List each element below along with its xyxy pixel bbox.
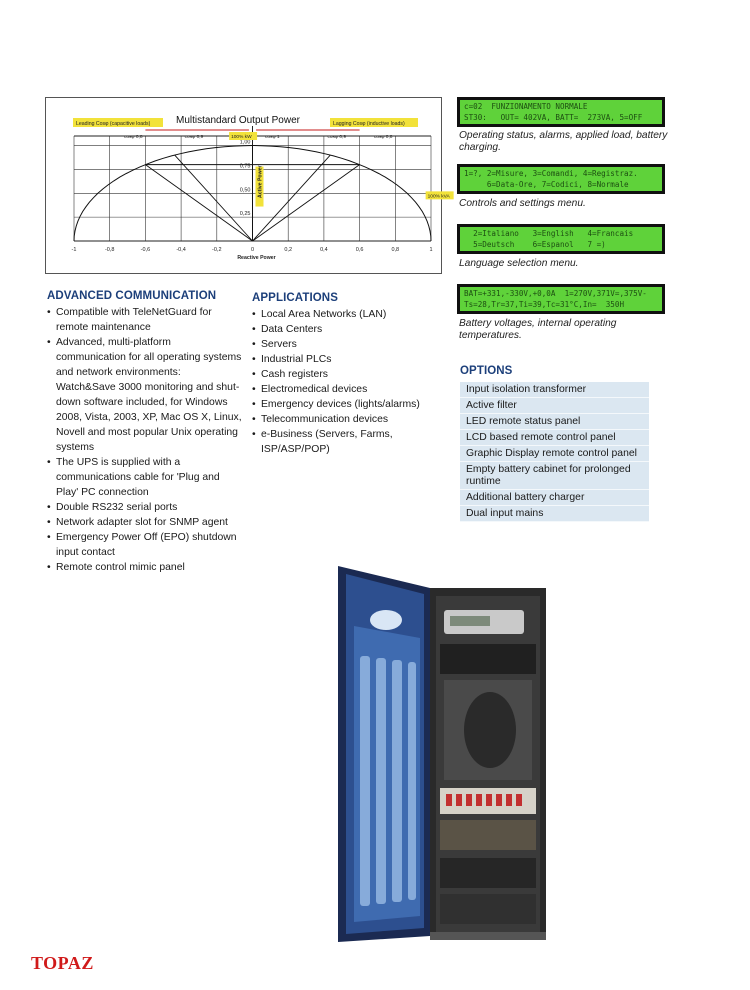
option-item: Empty battery cabinet for prolonged runtime: [460, 462, 649, 490]
right-region-label: Lagging Cosφ (inductive loads): [333, 121, 405, 127]
x-tick-label: 0,8: [391, 247, 400, 253]
application-item: • Cash registers: [252, 367, 442, 382]
option-item: LED remote status panel: [460, 414, 649, 430]
lcd-language-caption: Language selection menu.: [459, 258, 579, 269]
lcd-line: Ts=28,Tr=37,Ti=39,Tc=31°C,In= 350H: [464, 300, 625, 309]
applications-title: APPLICATIONS: [252, 292, 338, 304]
advanced-communication-item: • Double RS232 serial ports: [47, 500, 243, 515]
advanced-communication-item: • Remote control mimic panel: [47, 560, 243, 575]
application-item: • Local Area Networks (LAN): [252, 307, 442, 322]
cos-phi-line: [253, 165, 360, 241]
application-item: • Servers: [252, 337, 442, 352]
cos-phi-label: cosφ 0,9: [184, 135, 204, 140]
lcd-controls-text: [460, 167, 662, 191]
lcd-line: BAT=+331,-330V,+0,0A 1=270V,371V=,375V-: [464, 289, 647, 298]
x-tick-label: 0,4: [320, 247, 328, 253]
x-tick-label: -0,2: [212, 247, 222, 253]
option-item: Additional battery charger: [460, 490, 649, 506]
lcd-status-caption: Operating status, alarms, applied load, battery charging.: [459, 130, 668, 153]
application-item: • e-Business (Servers, Farms, ISP/ASP/POP): [252, 427, 442, 457]
x-tick-label: -0,6: [140, 247, 151, 253]
x-tick-label: 1: [429, 247, 433, 253]
lcd-line: ST30: OUT= 402VA, BATT= 273VA, 5=OFF: [464, 113, 643, 122]
lcd-status-panel: [457, 97, 665, 127]
lcd-battery-text: [460, 287, 662, 311]
cos-phi-label: cosφ 1: [264, 135, 280, 140]
cos-phi-label: cosφ 0,9: [327, 135, 347, 140]
advanced-communication-item: • Emergency Power Off (EPO) shutdown input contact: [47, 530, 243, 560]
applications-list: [252, 307, 442, 457]
option-item: Input isolation transformer: [460, 382, 649, 398]
y-tick-label: 0,50: [239, 187, 251, 194]
x-axis-label: Reactive Power: [237, 255, 276, 261]
y-tick-label: 0,25: [239, 211, 251, 218]
y-axis-label: Active Power: [257, 165, 264, 199]
option-item: Dual input mains: [460, 506, 649, 522]
lcd-status-text: [460, 100, 662, 124]
chart-title: Multistandard Output Power: [176, 115, 300, 126]
x-tick-label: 0,6: [355, 247, 364, 253]
lcd-line: c=02 FUNZIONAMENTO NORMALE: [464, 102, 588, 111]
lcd-controls-panel: [457, 164, 665, 194]
options-title: OPTIONS: [460, 365, 513, 377]
advanced-communication-item: • The UPS is supplied with a communications cable for 'Plug and Play' PC connection: [47, 455, 243, 500]
option-item: Active filter: [460, 398, 649, 414]
lcd-language-panel: [457, 224, 665, 254]
kva-label: 100% kVA: [427, 194, 450, 200]
option-item: Graphic Display remote control panel: [460, 446, 649, 462]
lcd-language-text: [460, 227, 662, 251]
ups-cabinet-image: [318, 566, 554, 942]
y-tick-label: 0,75: [239, 163, 251, 170]
x-tick-label: -0,4: [176, 247, 186, 253]
x-tick-label: 0: [250, 247, 255, 253]
lcd-line: 5=Deutsch 6=Espanol 7 =): [464, 240, 606, 249]
lcd-line: 1=?, 2=Misure, 3=Comandi, 4=Registraz.: [464, 169, 638, 178]
x-tick-label: -1: [71, 247, 77, 253]
brand-logo: TOPAZ: [31, 953, 94, 973]
advanced-communication-list: [47, 305, 243, 575]
x-tick-label: 0,2: [284, 247, 293, 253]
application-item: • Electromedical devices: [252, 382, 442, 397]
advanced-communication-item: • Compatible with TeleNetGuard for remote maintenance: [47, 305, 243, 335]
option-item: LCD based remote control panel: [460, 430, 649, 446]
advanced-communication-title: ADVANCED COMMUNICATION: [47, 290, 217, 302]
advanced-communication-item: • Advanced, multi-platform communication for all operating systems and network environments: Watch&Save 3000 monitoring and shut-down software included, for Windows 2008, Vista, 2003, XP, Mac OS X, Linux, Novell and most popular Unix operating systems: [47, 335, 243, 455]
cos-phi-line: [253, 155, 331, 241]
cos-phi-label: cosφ 0,8: [123, 135, 143, 140]
lcd-line: 2=Italiano 3=English 4=Francais: [464, 229, 634, 238]
y-tick-label: 1,00: [239, 139, 251, 146]
x-tick-label: -0,8: [104, 247, 115, 253]
lcd-battery-caption: Battery voltages, internal operating temperatures.: [459, 318, 617, 341]
output-power-chart: [45, 97, 450, 274]
cos-phi-label: 100% kW: [231, 135, 252, 140]
cos-phi-label: cosφ 0,8: [373, 135, 393, 140]
left-region-label: Leading Cosφ (capacitive loads): [76, 121, 151, 127]
chart-canvas: [46, 98, 450, 273]
application-item: • Industrial PLCs: [252, 352, 442, 367]
advanced-communication-item: • Network adapter slot for SNMP agent: [47, 515, 243, 530]
application-item: • Emergency devices (lights/alarms): [252, 397, 442, 412]
lcd-controls-caption: Controls and settings menu.: [459, 198, 586, 209]
application-item: • Telecommunication devices: [252, 412, 442, 427]
application-item: • Data Centers: [252, 322, 442, 337]
cos-phi-line: [145, 165, 252, 241]
options-list: [460, 382, 649, 522]
lcd-battery-panel: [457, 284, 665, 314]
lcd-line: 6=Data-Ore, 7=Codici, 8=Normale: [464, 180, 629, 189]
